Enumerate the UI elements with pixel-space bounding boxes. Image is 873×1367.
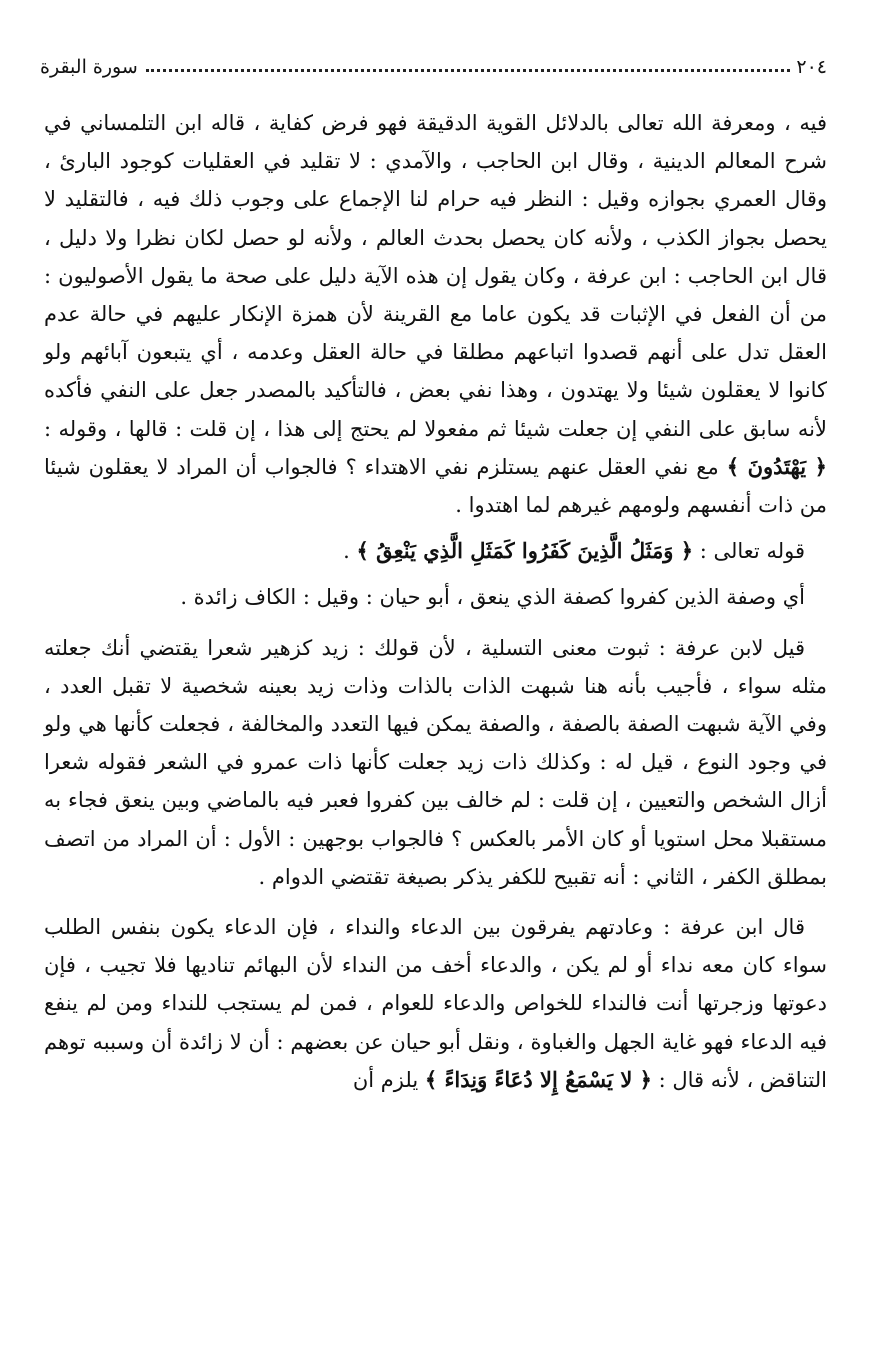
- quran-quote: ﴿ يَهْتَدُونَ ﴾: [726, 453, 827, 479]
- paragraph: [44, 578, 827, 616]
- text-span: فيه ، ومعرفة الله تعالى بالدلائل القوية الدقيقة فهو فرض كفاية ، قاله ابن التلمساني في شرح المعالم الدينية ، وقال ابن الحاجب ، والآمدي : لا تقليد في العقليات كوجود البارئ ، وقال العمري بجوازه وقيل : النظر فيه حرام لنا الإجماع على وجوب ذلك فيه ، فالتقليد لا يحصل بجواز الكذب ، ولأنه كان يحصل بحدث العالم ، ولأنه لو حصل لكان نظرا ولا دليل ، قال ابن الحاجب : ابن عرفة ، وكان يقول إن هذه الآية دليل على صحة ما يقول الأصوليون : من أن الفعل في الإثبات قد يكون عاما مع القرينة لأن همزة الإنكار عليهم في حالة عدم العقل تدل على أنهم قصدوا اتباعهم مطلقا في حالة العقل وعدمه ، أي يتبعون آبائهم ولو كانوا لا يعقلون شيئا ولا يهتدون ، وهذا نفي بعض ، فالتأكيد بالمصدر جعل على النفي فأكده لأنه سابق على النفي إن جعلت شيئا ثم مفعولا لم يحتج إلى هذا ، إن قلت : قالها ، وقوله :: [44, 111, 827, 441]
- body-text: [44, 104, 827, 1099]
- text-span: قوله تعالى :: [693, 539, 805, 564]
- text-span: قيل لابن عرفة : ثبوت معنى التسلية ، لأن قولك : زيد كزهير شعرا يقتضي أنك جعلته مثله سواء ، فأجيب بأنه هنا شبهت الذات بالذات وذات زيد بعينه شخصية لا تقبل العدد ، وفي الآية شبهت الصفة بالصفة ، والصفة يمكن فيها التعدد والمخالفة ، فجعلت كأنها هي ولو في وجود النوع ، قيل له : وكذلك ذات زيد جعلت كأنها ذات عمرو في الشعر فقوله شعرا أزال الشخص والتعيين ، إن قلت : لم خالف بين كفروا فعبر فيه بالماضي وبين ينعق فجاء به مستقبلا محل استويا أو كان الأمر بالعكس ؟ فالجواب بوجهين : الأول : أن المراد من اتصف بمطلق الكفر ، الثاني : أنه تقبيح للكفر يذكر بصيغة تقتضي الدوام .: [44, 635, 827, 889]
- paragraph: [44, 532, 827, 570]
- text-span: يلزم أن: [352, 1067, 425, 1092]
- quran-quote: ﴿ وَمَثَلُ الَّذِينَ كَفَرُوا كَمَثَلِ الَّذِي يَنْعِقُ ﴾: [356, 538, 694, 564]
- text-span: قال ابن عرفة : وعادتهم يفرقون بين الدعاء والنداء ، فإن الدعاء يكون بنفس الطلب سواء كان معه نداء أو لم يكن ، والدعاء أخف من النداء لأن البهائم تناديها فلا تجيب ، فإن دعوتها وزجرتها أنت فالنداء للخواص والدعاء للعوام ، فمن لم يستجب للنداء ومن لم ينفع فيه الدعاء فهو غاية الجهل والغباوة ، ونقل أبو حيان عن بعضهم : أن لا زائدة أن وسببه توهم التناقض ، لأنه قال :: [44, 915, 827, 1092]
- paragraph: [44, 104, 827, 524]
- surah-title: سورة البقرة: [40, 56, 138, 78]
- text-span: .: [343, 539, 357, 564]
- paragraph: [44, 908, 827, 1099]
- running-header: [40, 52, 827, 82]
- text-span: مع نفي العقل عنهم يستلزم نفي الاهتداء ؟ فالجواب أن المراد لا يعقلون شيئا من ذات أنفسهم ولومهم غيرهم لما اهتدوا .: [44, 454, 827, 518]
- paragraph: [44, 629, 827, 896]
- header-dotted-leader: [146, 69, 791, 72]
- text-span: أي وصفة الذين كفروا كصفة الذي ينعق ، أبو حيان : وقيل : الكاف زائدة .: [180, 585, 805, 610]
- page-number: ٢٠٤: [796, 56, 827, 78]
- quran-quote: ﴿ لا يَسْمَعُ إِلا دُعَاءً وَنِدَاءً ﴾: [424, 1066, 652, 1092]
